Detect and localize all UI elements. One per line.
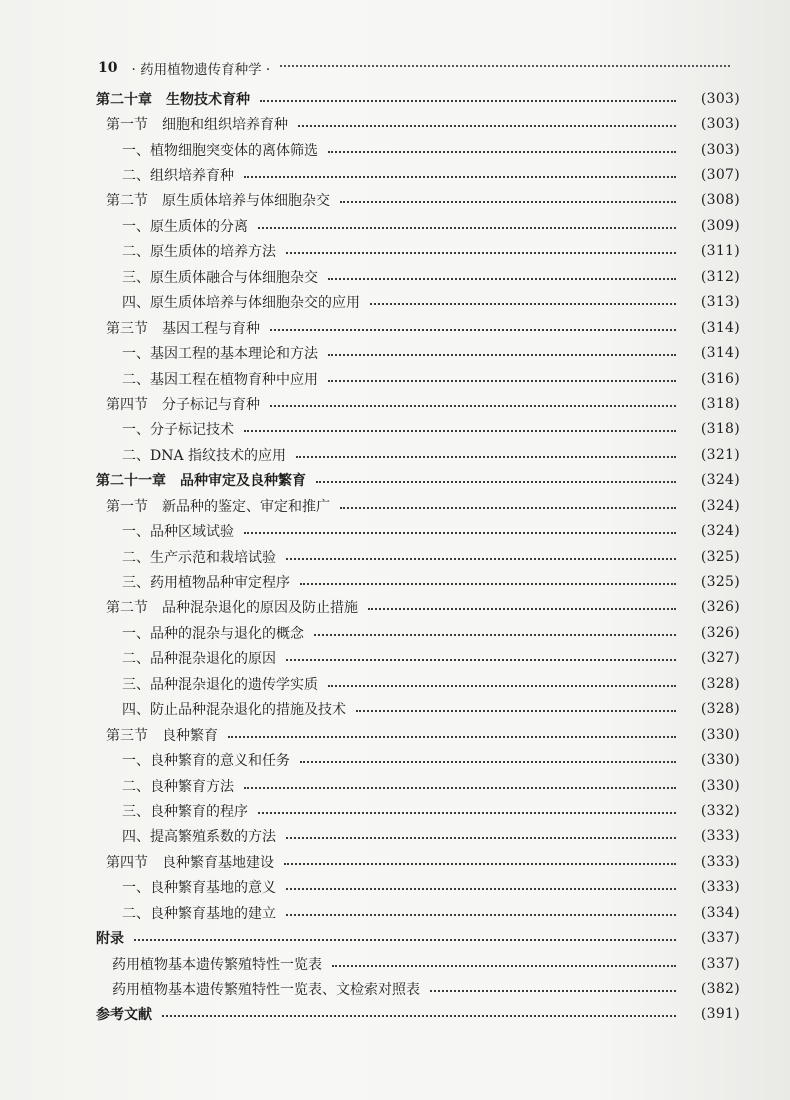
- book-title: · 药用植物遗传育种学 ·: [131, 62, 271, 78]
- toc-entry-title: 一、植物细胞突变体的离体筛选: [122, 142, 318, 159]
- toc-entry[interactable]: [96, 315, 740, 340]
- dot-leader: [316, 481, 676, 483]
- toc-entry[interactable]: [96, 264, 740, 289]
- page-number: 10: [98, 60, 118, 76]
- toc-entry-title: 一、良种繁育基地的意义: [122, 880, 276, 897]
- toc-entry-title: 三、品种混杂退化的遗传学实质: [122, 676, 318, 693]
- table-of-contents: [96, 86, 740, 1027]
- toc-entry[interactable]: [96, 646, 740, 671]
- toc-entry[interactable]: [96, 518, 740, 543]
- toc-page-number: (391): [700, 1006, 740, 1023]
- dot-leader: [300, 761, 676, 763]
- toc-entry-title: 第一节 新品种的鉴定、审定和推广: [106, 498, 330, 515]
- dot-leader: [244, 430, 676, 432]
- toc-page-number: (324): [700, 523, 740, 540]
- toc-entry-title: 三、良种繁育的程序: [122, 803, 248, 820]
- toc-entry-title: 三、药用植物品种审定程序: [122, 575, 290, 592]
- toc-chapter-entry[interactable]: [96, 468, 740, 493]
- toc-entry-title: 第三节 良种繁育: [106, 727, 218, 744]
- toc-page-number: (326): [700, 599, 740, 616]
- toc-entry-title: 附录: [96, 931, 124, 948]
- dot-leader: [244, 532, 676, 534]
- toc-entry-title: 一、基因工程的基本理论和方法: [122, 346, 318, 363]
- toc-page-number: (325): [700, 574, 740, 591]
- toc-page-number: (313): [700, 294, 740, 311]
- toc-entry-title: 二、良种繁育方法: [122, 778, 234, 795]
- toc-entry[interactable]: [96, 569, 740, 594]
- toc-entry[interactable]: [96, 417, 740, 442]
- toc-entry[interactable]: [96, 213, 740, 238]
- toc-entry[interactable]: [96, 493, 740, 518]
- dot-leader: [340, 507, 676, 509]
- toc-entry[interactable]: [96, 671, 740, 696]
- toc-page-number: (309): [700, 217, 740, 234]
- toc-entry[interactable]: [96, 620, 740, 645]
- dot-leader: [340, 201, 676, 203]
- toc-entry-title: 二、原生质体的培养方法: [122, 244, 276, 261]
- toc-page-number: (327): [700, 650, 740, 667]
- toc-page-number: (328): [700, 675, 740, 692]
- toc-entry-title: 四、提高繁殖系数的方法: [122, 829, 276, 846]
- toc-page-number: (303): [700, 141, 740, 158]
- toc-page-number: (318): [700, 421, 740, 438]
- toc-entry-title: 第二十章 生物技术育种: [96, 91, 250, 108]
- dot-leader: [368, 608, 676, 610]
- dot-leader: [430, 990, 676, 992]
- dot-leader: [298, 125, 676, 127]
- dot-leader: [162, 1015, 676, 1017]
- toc-page-number: (334): [700, 904, 740, 921]
- toc-entry[interactable]: [96, 111, 740, 136]
- toc-page-number: (308): [700, 192, 740, 209]
- toc-entry[interactable]: [96, 290, 740, 315]
- dot-leader: [258, 812, 676, 814]
- toc-entry[interactable]: [96, 239, 740, 264]
- toc-page-number: (307): [700, 167, 740, 184]
- toc-entry-title: 参考文献: [96, 1007, 152, 1024]
- toc-page-number: (382): [700, 981, 740, 998]
- dot-leader: [244, 787, 676, 789]
- dot-leader: [270, 329, 676, 331]
- toc-entry[interactable]: [96, 773, 740, 798]
- toc-entry[interactable]: [96, 900, 740, 925]
- toc-entry[interactable]: [96, 722, 740, 747]
- toc-entry-title: 二、组织培养育种: [122, 168, 234, 185]
- toc-entry[interactable]: [96, 976, 740, 1001]
- toc-appendix-entry[interactable]: [96, 925, 740, 950]
- toc-page-number: (330): [700, 726, 740, 743]
- dot-leader: [296, 456, 676, 458]
- toc-entry-title: 第二节 品种混杂退化的原因及防止措施: [106, 600, 358, 617]
- dot-leader: [284, 863, 676, 865]
- toc-entry[interactable]: [96, 697, 740, 722]
- toc-entry-title: 二、基因工程在植物育种中应用: [122, 371, 318, 388]
- dot-leader: [228, 736, 676, 738]
- toc-entry-title: 第二十一章 品种审定及良种繁育: [96, 473, 306, 490]
- toc-page-number: (337): [700, 955, 740, 972]
- toc-entry-title: 一、品种区域试验: [122, 524, 234, 541]
- toc-entry[interactable]: [96, 162, 740, 187]
- toc-page-number: (303): [700, 116, 740, 133]
- dot-leader: [286, 837, 676, 839]
- toc-entry-title: 药用植物基本遗传繁殖特性一览表、文检索对照表: [112, 982, 420, 999]
- toc-entry[interactable]: [96, 747, 740, 772]
- dot-leader: [314, 634, 676, 636]
- dot-leader: [328, 151, 676, 153]
- toc-entry[interactable]: [96, 875, 740, 900]
- toc-page-number: (318): [700, 395, 740, 412]
- toc-page-number: (312): [700, 268, 740, 285]
- toc-page-number: (321): [700, 446, 740, 463]
- dot-leader: [286, 558, 676, 560]
- toc-entry[interactable]: [96, 544, 740, 569]
- dot-leader: [244, 176, 676, 178]
- toc-entry[interactable]: [96, 137, 740, 162]
- toc-page-number: (324): [700, 497, 740, 514]
- toc-entry-title: 二、DNA 指纹技术的应用: [122, 447, 287, 464]
- toc-entry-title: 一、原生质体的分离: [122, 218, 248, 235]
- toc-entry-title: 二、生产示范和栽培试验: [122, 549, 276, 566]
- dot-leader: [328, 354, 676, 356]
- toc-entry-title: 二、良种繁育基地的建立: [122, 905, 276, 922]
- toc-page-number: (333): [700, 879, 740, 896]
- toc-page-number: (330): [700, 777, 740, 794]
- dot-leader: [300, 583, 676, 585]
- toc-page-number: (326): [700, 624, 740, 641]
- toc-entry[interactable]: [96, 188, 740, 213]
- toc-page-number: (325): [700, 548, 740, 565]
- toc-entry-title: 第一节 细胞和组织培养育种: [106, 117, 288, 134]
- toc-page-number: (337): [700, 930, 740, 947]
- dot-leader: [270, 405, 676, 407]
- dot-leader: [286, 659, 676, 661]
- toc-page-number: (328): [700, 701, 740, 718]
- toc-entry-title: 三、原生质体融合与体细胞杂交: [122, 269, 318, 286]
- toc-page-number: (311): [700, 243, 740, 260]
- toc-entry-title: 四、防止品种混杂退化的措施及技术: [122, 702, 346, 719]
- toc-entry-title: 四、原生质体培养与体细胞杂交的应用: [122, 295, 360, 312]
- toc-page-number: (314): [700, 345, 740, 362]
- dot-leader: [370, 303, 676, 305]
- dot-leader: [286, 914, 676, 916]
- toc-page-number: (316): [700, 370, 740, 387]
- dot-leader: [328, 380, 676, 382]
- toc-entry-title: 二、品种混杂退化的原因: [122, 651, 276, 668]
- toc-chapter-entry[interactable]: [96, 86, 740, 111]
- toc-entry[interactable]: [96, 391, 740, 416]
- toc-entry[interactable]: [96, 798, 740, 823]
- toc-entry-title: 第三节 基因工程与育种: [106, 320, 260, 337]
- dot-leader: [286, 252, 676, 254]
- toc-entry[interactable]: [96, 442, 740, 467]
- toc-appendix-entry[interactable]: [96, 1002, 740, 1027]
- dot-leader: [328, 278, 676, 280]
- toc-entry[interactable]: [96, 595, 740, 620]
- dot-leader: [134, 939, 676, 941]
- toc-entry[interactable]: [96, 366, 740, 391]
- toc-entry-title: 第二节 原生质体培养与体细胞杂交: [106, 193, 330, 210]
- toc-entry-title: 第四节 良种繁育基地建设: [106, 854, 274, 871]
- toc-page-number: (330): [700, 752, 740, 769]
- toc-entry[interactable]: [96, 849, 740, 874]
- toc-entry[interactable]: [96, 824, 740, 849]
- toc-page-number: (314): [700, 319, 740, 336]
- dot-leader: [258, 227, 676, 229]
- dot-leader: [332, 965, 676, 967]
- toc-page-number: (324): [700, 472, 740, 489]
- toc-page-number: (303): [700, 90, 740, 107]
- dot-leader: [356, 710, 676, 712]
- toc-entry-title: 药用植物基本遗传繁殖特性一览表: [112, 956, 322, 973]
- toc-entry[interactable]: [96, 340, 740, 365]
- toc-entry[interactable]: [96, 951, 740, 976]
- toc-entry-title: 第四节 分子标记与育种: [106, 396, 260, 413]
- header-dotted-rule: [280, 65, 730, 67]
- dot-leader: [260, 100, 676, 102]
- toc-entry-title: 一、品种的混杂与退化的概念: [122, 625, 304, 642]
- toc-page-number: (332): [700, 802, 740, 819]
- toc-page-number: (333): [700, 828, 740, 845]
- running-header: [98, 56, 730, 80]
- toc-entry-title: 一、分子标记技术: [122, 422, 234, 439]
- dot-leader: [328, 685, 676, 687]
- toc-entry-title: 一、良种繁育的意义和任务: [122, 753, 290, 770]
- dot-leader: [286, 888, 676, 890]
- toc-page-number: (333): [700, 853, 740, 870]
